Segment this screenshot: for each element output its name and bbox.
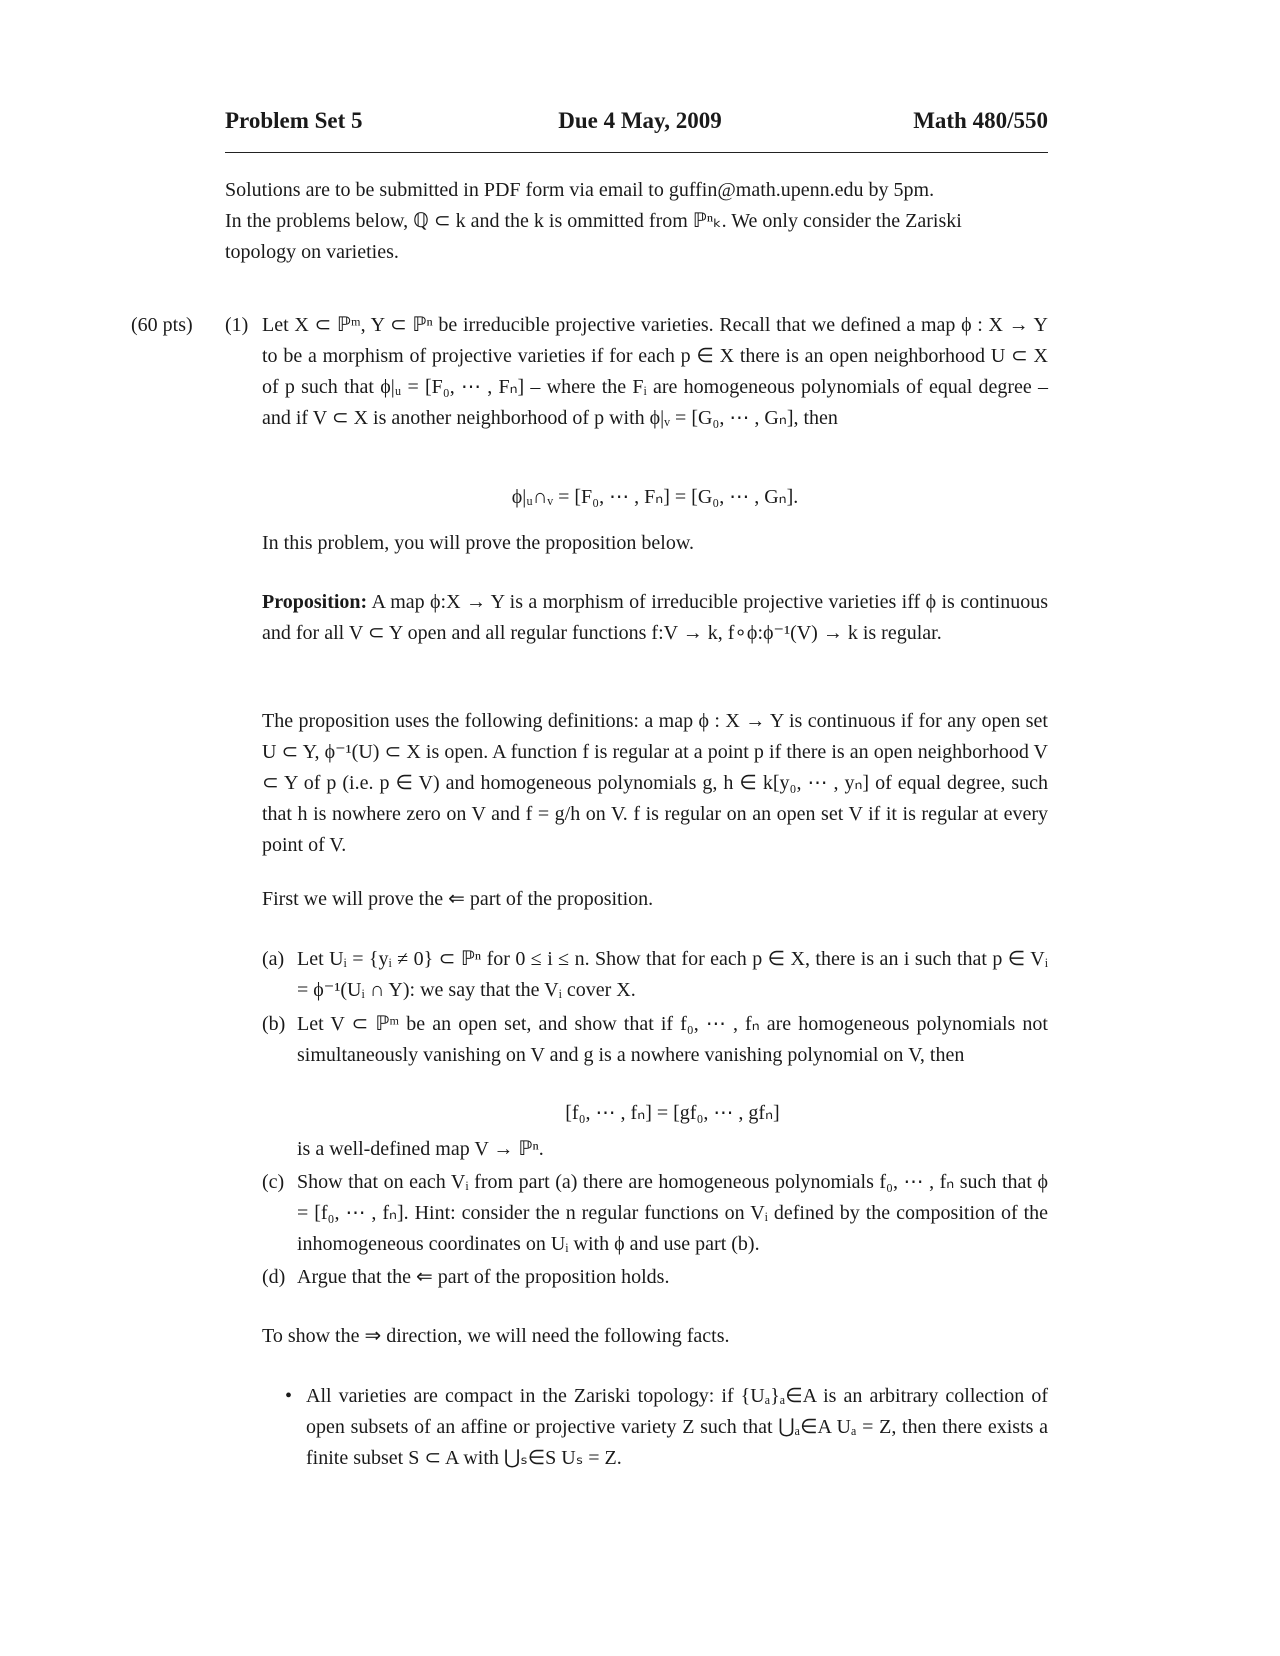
header-left: Problem Set 5 — [225, 108, 363, 133]
intro-line-1: Solutions are to be submitted in PDF form via email to guffin@math.upenn.edu by 5pm. — [225, 179, 935, 201]
problem-intro: Let X ⊂ ℙᵐ, Y ⊂ ℙⁿ be irreducible projective varieties. Recall that we defined a map ϕ : X → Y to be a morphism of projective varieties if for each p ∈ X there is an open neighborhood U ⊂ X of p such that ϕ|ᵤ = [F₀, ⋯ , Fₙ] – where the Fᵢ are homogeneous polynomials of equal degree – and if V ⊂ X is another neighborhood of p with ϕ|ᵥ = [G₀, ⋯ , Gₙ], then — [262, 314, 1048, 429]
equation-2: [f₀, ⋯ , fₙ] = [gf₀, ⋯ , gfₙ] — [565, 1102, 780, 1124]
equation-1: ϕ|ᵤ∩ᵥ = [F₀, ⋯ , Fₙ] = [G₀, ⋯ , Gₙ]. — [511, 486, 799, 508]
part-c-text: Show that on each Vᵢ from part (a) there are homogeneous polynomials f₀, ⋯ , fₙ such that ϕ = [f₀, ⋯ , fₙ]. Hint: consider the n regular functions on Vᵢ defined by the composition of the inhomogeneous coordinates on Uᵢ with ϕ and use part (b). — [297, 1171, 1048, 1255]
header-center: Due 4 May, 2009 — [558, 108, 722, 133]
intro-line-2: In the problems below, ℚ ⊂ k and the k is ommitted from ℙⁿₖ. We only consider the Zariski — [225, 210, 962, 232]
proposition — [262, 587, 1048, 649]
header-right: Math 480/550 — [913, 108, 1048, 133]
part-a-text: Let Uᵢ = {yᵢ ≠ 0} ⊂ ℙⁿ for 0 ≤ i ≤ n. Show that for each p ∈ X, there is an i such that p ∈ Vᵢ = ϕ⁻¹(Uᵢ ∩ Y): we say that the Vᵢ cover X. — [297, 948, 1048, 1001]
part-c-label: (c) — [262, 1171, 285, 1193]
definitions: The proposition uses the following definitions: a map ϕ : X → Y is continuous if for any open set U ⊂ Y, ϕ⁻¹(U) ⊂ X is open. A function f is regular at a point p if there is an open neighborhood V ⊂ Y of p (i.e. p ∈ V) and homogeneous polynomials g, h ∈ k[y₀, ⋯ , yₙ] of equal degree, such that h is nowhere zero on V and f = g/h on V. f is regular on an open set V if it is regular at every point of V. — [262, 710, 1048, 856]
part-a-label: (a) — [262, 948, 285, 970]
problem-number: (1) — [225, 314, 249, 336]
problem-points: (60 pts) — [131, 314, 193, 336]
second-direction: To show the ⇒ direction, we will need the following facts. — [262, 1325, 730, 1347]
part-b-text: Let V ⊂ ℙᵐ be an open set, and show that if f₀, ⋯ , fₙ are homogeneous polynomials not simultaneously vanishing on V and g is a nowhere vanishing polynomial on V, then — [297, 1013, 1048, 1066]
part-d-label: (d) — [262, 1266, 286, 1288]
header-rule — [225, 152, 1048, 153]
bullet-mark: • — [285, 1385, 293, 1407]
bullet-compactness: All varieties are compact in the Zariski topology: if {Uₐ}ₐ∈A is an arbitrary collection of open subsets of an affine or projective variety Z such that ⋃ₐ∈A Uₐ = Z, then there exists a finite subset S ⊂ A with ⋃ₛ∈S Uₛ = Z. — [306, 1385, 1048, 1469]
problem-lead: In this problem, you will prove the proposition below. — [262, 532, 694, 554]
intro-paragraph — [225, 175, 1048, 268]
first-direction: First we will prove the ⇐ part of the proposition. — [262, 888, 654, 910]
intro-line-3: topology on varieties. — [225, 241, 399, 263]
part-d-text: Argue that the ⇐ part of the proposition holds. — [297, 1266, 670, 1288]
proposition-label: Proposition: — [262, 591, 368, 613]
proposition-text: A map ϕ:X → Y is a morphism of irreducible projective varieties iff ϕ is continuous and for all V ⊂ Y open and all regular functions f:V → k, f∘ϕ:ϕ⁻¹(V) → k is regular. — [262, 591, 1048, 644]
part-b-after: is a well-defined map V → ℙⁿ. — [297, 1138, 544, 1160]
part-b-label: (b) — [262, 1013, 286, 1035]
